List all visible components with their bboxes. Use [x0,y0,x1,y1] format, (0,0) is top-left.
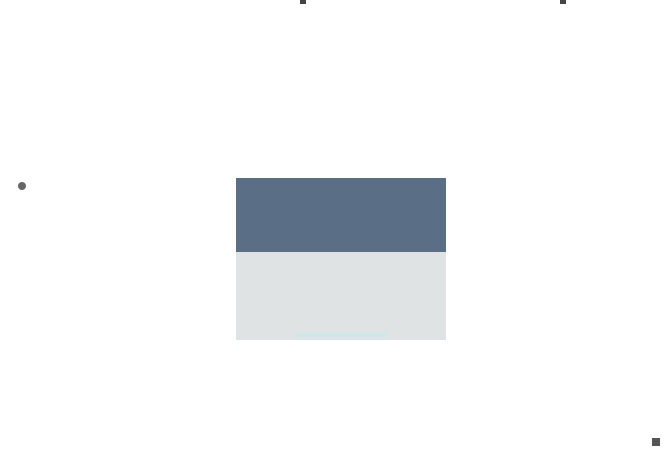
square-bullet-icon [300,0,306,4]
left-column [14,178,228,193]
highlight-box [236,178,446,340]
top-strip-middle [300,0,309,6]
top-strip [0,0,672,10]
square-bullet-icon [560,0,566,4]
top-strip-right [560,0,569,6]
square-bullet-icon [652,438,660,446]
highlight-box-top [236,178,446,252]
byline-bullet-icon [18,182,26,190]
highlight-box-bar [296,333,386,337]
continuation-note [652,434,664,448]
